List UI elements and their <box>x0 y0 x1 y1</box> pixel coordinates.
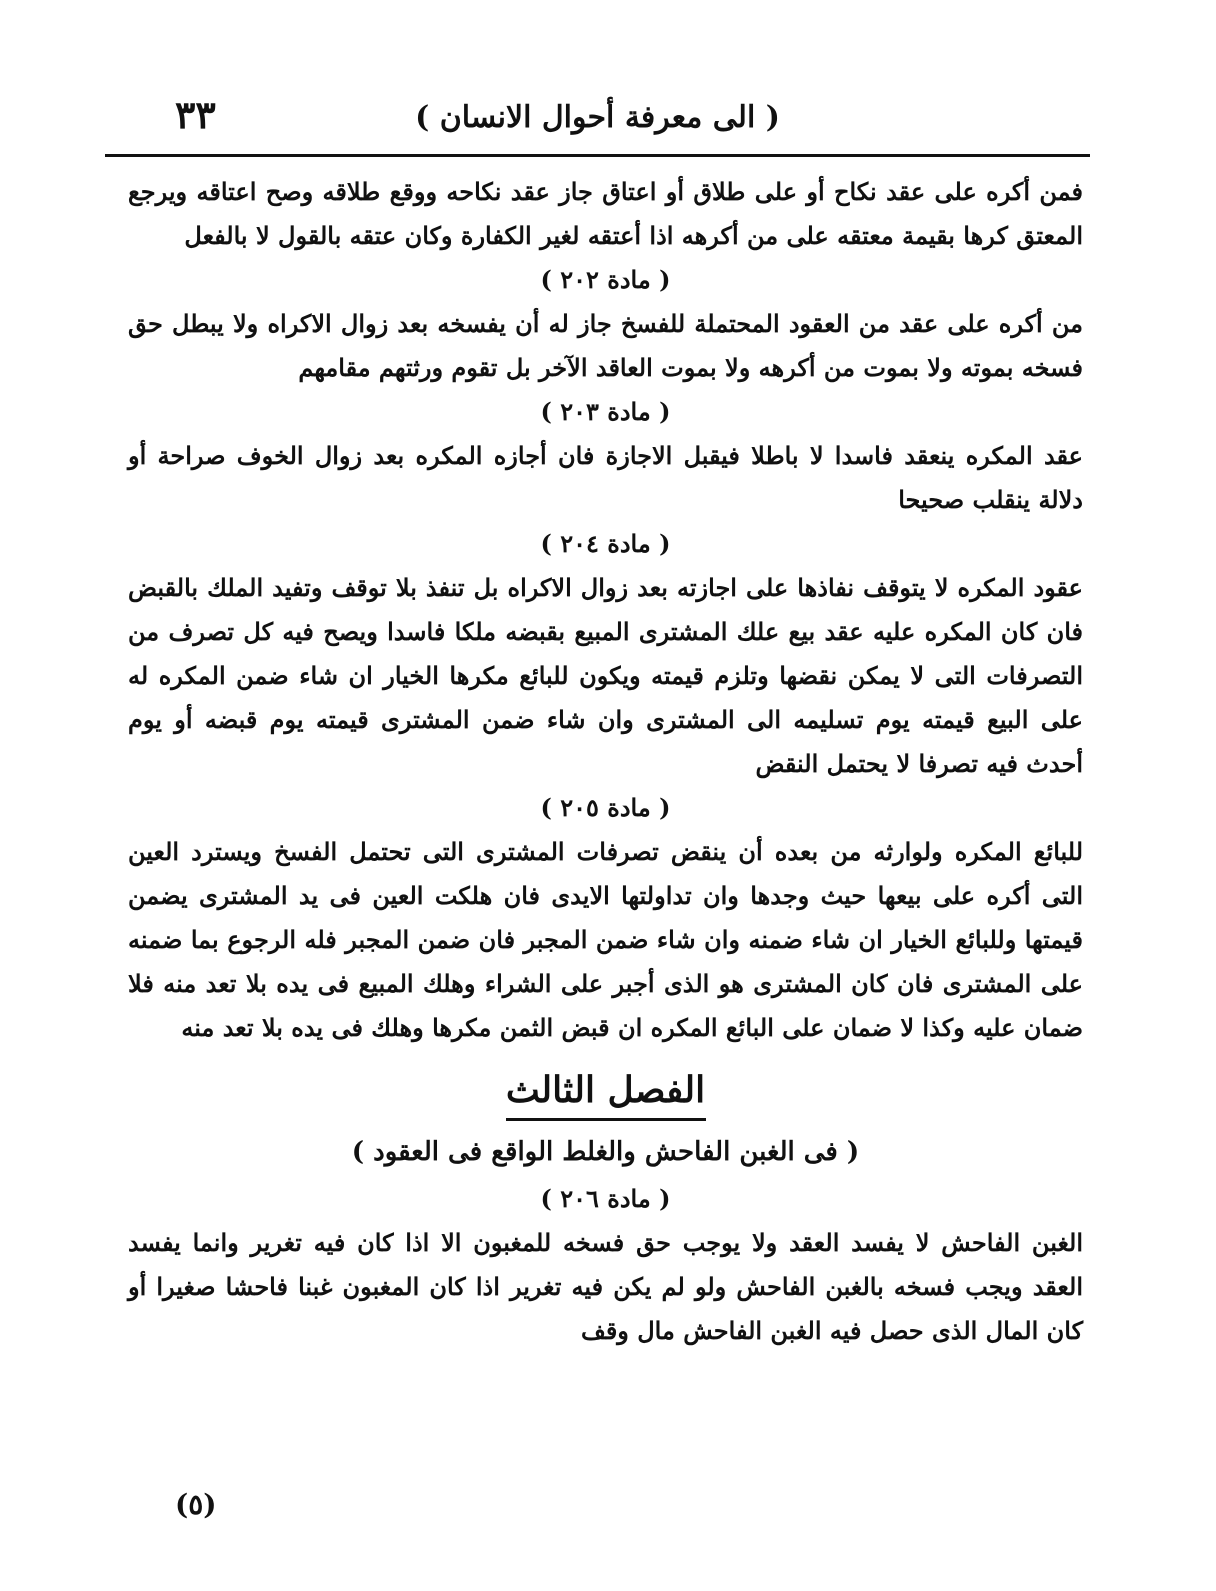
chapter-subtitle: ( فى الغبن الفاحش والغلط الواقع فى العقود ) <box>351 1137 860 1167</box>
chapter-title-rule <box>506 1118 706 1121</box>
article-heading-202: ( مادة ٢٠٢ ) <box>540 265 671 294</box>
article-heading-203: ( مادة ٢٠٣ ) <box>540 397 671 426</box>
header-rule <box>105 154 1090 157</box>
article-text-203: عقد المكره ينعقد فاسدا لا باطلا فيقبل الاجازة فان أجازه المكره بعد زوال الخوف صراحة أو دلالة ينقلب صحيحا <box>128 441 1083 514</box>
article-heading-205: ( مادة ٢٠٥ ) <box>540 793 671 822</box>
intro-paragraph: فمن أكره على عقد نكاح أو على طلاق أو اعتاق جاز عقد نكاحه ووقع طلاقه وصح اعتاقه ويرجع المعتق كرها بقيمة معتقه على من أكرهه اذا أعتقه لغير الكفارة وكان عتقه بالقول لا بالفعل <box>128 177 1083 250</box>
running-title: ( الى معرفة أحوال الانسان ) <box>415 100 780 135</box>
page-number: ٣٣ <box>175 92 216 137</box>
article-heading-204: ( مادة ٢٠٤ ) <box>540 529 671 558</box>
article-text-202: من أكره على عقد من العقود المحتملة للفسخ جاز له أن يفسخه بعد زوال الاكراه ولا يبطل حق فسخه بموته ولا بموت من أكرهه ولا بموت العاقد الآخر بل تقوم ورثتهم مقامهم <box>128 309 1084 382</box>
article-text-204: عقود المكره لا يتوقف نفاذها على اجازته بعد زوال الاكراه بل تنفذ بلا توقف وتفيد الملك بالقبض فان كان المكره عليه عقد بيع علك المشترى المبيع بقبضه ملكا فاسدا ويصح فيه كل تصرف من التصرفات التى لا يمكن نقضها وتلزم قيمته ويكون للبائع مكرها الخيار ان شاء ضمن المكره له على البيع قيمته يوم تسليمه الى المشترى وان شاء ضمن المشترى قيمته يوم قبضه أو يوم أحدث فيه تصرفا لا يحتمل النقض <box>128 573 1083 778</box>
page-body <box>128 170 1083 1353</box>
chapter-title: الفصل الثالث <box>505 1069 706 1111</box>
article-text-206: الغبن الفاحش لا يفسد العقد ولا يوجب حق فسخه للمغبون الا اذا كان فيه تغرير وانما يفسد العقد ويجب فسخه بالغبن الفاحش ولو لم يكن فيه تغرير اذا كان المغبون غبنا فاحشا صغيرا أو كان المال الذى حصل فيه الغبن الفاحش مال وقف <box>128 1228 1083 1345</box>
article-heading-206: ( مادة ٢٠٦ ) <box>540 1184 671 1213</box>
page-header <box>105 92 1090 152</box>
signature-mark: (٥) <box>175 1488 217 1521</box>
article-text-205: للبائع المكره ولوارثه من بعده أن ينقض تصرفات المشترى التى تحتمل الفسخ ويسترد العين التى أكره على بيعها حيث وجدها وان تداولتها الايدى فان هلكت العين فى يد المشترى يضمن قيمتها وللبائع الخيار ان شاء ضمنه وان شاء ضمن المجبر فان ضمن المجبر فله الرجوع بما ضمنه على المشترى فان كان المشترى هو الذى أجبر على الشراء وهلك المبيع فى يده بلا تعد منه فلا ضمان عليه وكذا لا ضمان على البائع المكره ان قبض الثمن مكرها وهلك فى يده بلا تعد منه <box>128 837 1083 1042</box>
